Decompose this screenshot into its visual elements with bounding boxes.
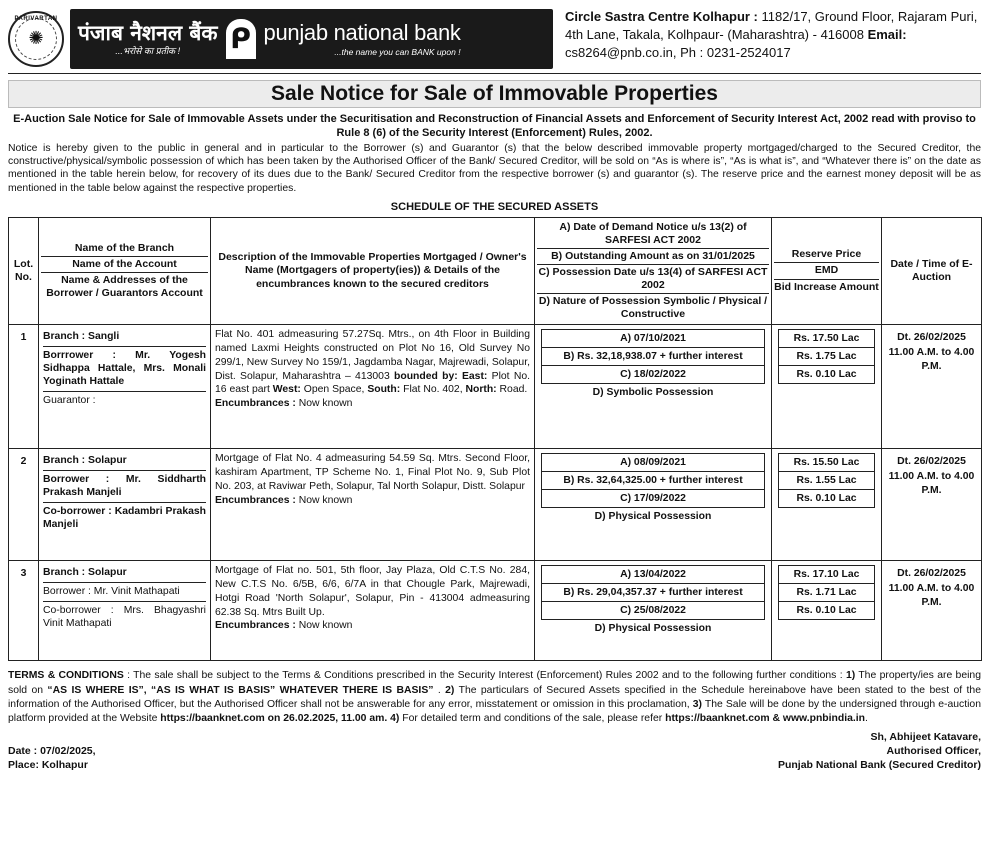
terms-text: : The sale shall be subject to the Terms & Conditions prescribed in the Security Interest (Enforcement) Rules 2002 and to the following further conditions : (123, 670, 846, 682)
lot-number: 2 (9, 449, 39, 561)
auction-time-value: 11.00 A.M. to 4.00 P.M. (888, 582, 975, 608)
logo-hindi (78, 20, 218, 58)
co-borrower-name: Co-borrower : Mrs. Bhagyashri Vinit Mathapati (43, 605, 206, 630)
branch-name: Branch : Solapur (43, 564, 206, 583)
terms-text: The Sale will be done by the undersigned through e-auction platform provided at the Website (8, 698, 981, 724)
table-row (9, 325, 982, 449)
phone-number: , Ph : 0231-2524017 (672, 45, 791, 61)
north-label: North: (465, 384, 497, 396)
property-description (211, 449, 535, 561)
terms-text: For detailed term and conditions of the sale, please refer (399, 712, 666, 724)
auction-time-value: 11.00 A.M. to 4.00 P.M. (888, 346, 975, 372)
co-borrower-name: Co-borrower : Kadambri Prakash Manjeli (43, 506, 206, 531)
terms-text: . (865, 712, 868, 724)
header-account-name: Name of the Account (41, 257, 208, 273)
emd-amount: Rs. 1.75 Lac (778, 347, 875, 365)
table-row (9, 561, 982, 661)
header-bid-increase: Bid Increase Amount (774, 280, 879, 293)
notice-details (535, 561, 772, 661)
terms-and-conditions (8, 669, 981, 725)
term-number: 1) (845, 670, 856, 682)
possession-nature: D) Physical Possession (594, 623, 712, 635)
possession-date: C) 17/09/2022 (541, 489, 765, 508)
terms-label: TERMS & CONDITIONS (8, 670, 124, 682)
email-address[interactable]: cs8264@pnb.co.in (565, 45, 673, 61)
terms-text: . (433, 684, 446, 696)
footer (8, 730, 981, 773)
hindi-tagline: ...भरोसे का प्रतीक ! (115, 46, 181, 56)
header-emd: EMD (774, 263, 879, 279)
schedule-title: SCHEDULE OF THE SECURED ASSETS (390, 200, 599, 213)
auction-time-value: 11.00 A.M. to 4.00 P.M. (888, 470, 975, 496)
borrower-name: Borrower : Mr. Siddharth Prakash Manjeli (43, 471, 206, 503)
auction-website-link[interactable]: https://baanknet.com on 26.02.2025, 11.00 am. (160, 712, 388, 724)
auction-date (882, 449, 982, 561)
date-place (8, 730, 96, 773)
header-auction-date: Date / Time of E-Auction (882, 217, 982, 325)
bid-increase: Rs. 0.10 Lac (778, 365, 875, 384)
parivartan-seal-icon (8, 11, 64, 67)
reserve-price: Rs. 17.10 Lac (778, 565, 875, 583)
lot-number: 1 (9, 325, 39, 449)
notice-details (535, 449, 772, 561)
bounded-north: Road. (496, 384, 528, 396)
address-text: 1182/17, Ground Floor, Rajaram Puri, 4th Lane, Takala, Kolhpaur- (Maharashtra) - 416008 (565, 9, 978, 43)
possession-nature: D) Symbolic Possession (592, 387, 714, 399)
price-details (772, 325, 882, 449)
header-reserve (772, 217, 882, 325)
bid-increase: Rs. 0.10 Lac (778, 601, 875, 620)
seal-text: PARIVARTAN (14, 15, 58, 22)
auction-date-value: Dt. 26/02/2025 (897, 568, 966, 580)
bounded-label: bounded by: East: (394, 370, 488, 382)
table-header-row (9, 217, 982, 325)
guarantor-name: Guarantor : (43, 395, 96, 407)
price-details (772, 561, 882, 661)
header-borrower-address: Name & Addresses of the Borrower / Guarantors Account (46, 274, 203, 300)
demand-notice-date: A) 08/09/2021 (541, 453, 765, 471)
english-bank-name: punjab national bank (263, 20, 461, 46)
west-label: West: (272, 384, 301, 396)
header-lot: Lot. No. (9, 217, 39, 325)
bounded-east: Plot No. 16 east part (215, 370, 530, 396)
header-description: Description of the Immovable Properties Mortgaged / Owner's Name (Mortgagers of property(ies)) & Details of the encumbrances known to the secured creditors (211, 217, 535, 325)
notice-date: Date : 07/02/2025, (8, 744, 96, 757)
borrower-name: Borrrower : Mr. Yogesh Sidhappa Hattale, Mrs. Monali Yoginath Hattale (43, 347, 206, 392)
emd-amount: Rs. 1.55 Lac (778, 471, 875, 489)
header (8, 4, 981, 74)
auction-date-value: Dt. 26/02/2025 (897, 332, 966, 344)
hindi-bank-name: पंजाब नैशनल बैंक (78, 20, 218, 45)
encumbrance-value: Now known (295, 398, 353, 410)
lot-number: 3 (9, 561, 39, 661)
bounded-west: Open Space, (300, 384, 368, 396)
demand-notice-date: A) 13/04/2022 (541, 565, 765, 583)
term-number: 2) (445, 684, 455, 696)
encumbrance-label: Encumbrances : (215, 620, 296, 632)
signatory-designation: Authorised Officer, (886, 744, 981, 757)
possession-date: C) 18/02/2022 (541, 365, 765, 384)
header-outstanding: B) Outstanding Amount as on 31/01/2025 (537, 249, 769, 265)
intro-statement: E-Auction Sale Notice for Sale of Immovable Assets under the Securitisation and Reconstruction of Financial Assets and Enforcement of Security Interest Act, 2002 read with proviso to Rule 8 (6) of the Security Interest (Enforcement) Rules, 2002. (13, 113, 976, 140)
email-label: Email: (867, 27, 907, 43)
address-label: Circle Sastra Centre Kolhapur : (565, 9, 758, 24)
auction-date (882, 561, 982, 661)
pnb-logo (70, 9, 553, 69)
notice-details (535, 325, 772, 449)
description-text: Mortgage of Flat No. 4 admeasuring 54.59 Sq. Mtrs. Second Floor, kashiram Apartment, TP Scheme No. 1, Final Plot No. 9, Sub Plot No. 203, at Raviwar Peth, Solapur, Tal North Solapur, Distt. Solapur (215, 453, 530, 492)
borrower-name: Borrower : Mr. Vinit Mathapati (43, 583, 206, 602)
as-is-clause: “AS IS WHERE IS”, “AS IS WHAT IS BASIS” WHATEVER THERE IS BASIS” (47, 684, 434, 696)
encumbrance-value: Now known (295, 620, 353, 632)
notice-text: Notice is hereby given to the public in general and in particular to the Borrower (s) and Guarantor (s) that the below described immovable property mortgaged/charged to the Secured Creditor, the constructive/physical/symbolic possession of which has been taken by the Authorised Officer of the Bank/ Secured Creditor, will be sold on “As is where is”, “As is what is”, and “Whatever there is” on the date as mentioned in the table herein below, for recovery of its dues due to the Bank/ Secured Creditor from the respective borrower (s) and guarantor (s). The reserve price and the earnest money deposit will be as mentioned in the table below against the respective properties. (8, 142, 981, 194)
term-number: 4) (387, 712, 400, 724)
seal-emblem-icon: ✺ (28, 28, 44, 49)
circle-address (553, 4, 981, 73)
signature-block (778, 730, 981, 773)
branch-cell (39, 449, 211, 561)
terms-text: The property/ies are being sold on (8, 670, 981, 696)
reserve-price: Rs. 15.50 Lac (778, 453, 875, 471)
bid-increase: Rs. 0.10 Lac (778, 489, 875, 508)
header-possession-nature: D) Nature of Possession Symbolic / Physical / Constructive (538, 295, 768, 321)
reference-links[interactable]: https://baanknet.com & www.pnbindia.in (665, 712, 866, 724)
encumbrance-label: Encumbrances : (215, 494, 296, 506)
possession-nature: D) Physical Possession (594, 511, 712, 523)
outstanding-amount: B) Rs. 29,04,357.37 + further interest (541, 583, 765, 601)
header-branch-name: Name of the Branch (41, 241, 208, 257)
header-possession-date: C) Possession Date u/s 13(4) of SARFESI ACT 2002 (537, 265, 769, 294)
bounded-south: Flat No. 402, (400, 384, 466, 396)
signatory-bank: Punjab National Bank (Secured Creditor) (777, 759, 981, 771)
page-title: Sale Notice for Sale of Immovable Properties (8, 80, 981, 108)
pnb-mark-icon: ᑭ (226, 19, 256, 59)
description-text: Flat No. 401 admeasuring 57.27Sq. Mtrs., on 4th Floor in Building named Laxmi Heights constructed on Plot No 16, Old Survey No 299/1, New Survey No 159/1, Jagdamba Nagar, Majrewadi, Solapur, Dist. Solapur, Maharashtra – 413003 (215, 329, 530, 382)
secured-assets-table (8, 217, 982, 662)
price-details (772, 449, 882, 561)
encumbrance-value: Now known (295, 494, 353, 506)
header-branch (39, 217, 211, 325)
south-label: South: (367, 384, 401, 396)
signatory-name: Sh, Abhijeet Katavare, (870, 730, 981, 743)
header-reserve-price: Reserve Price (774, 247, 879, 263)
english-tagline: ...the name you can BANK upon ! (334, 46, 461, 57)
term-number: 3) (692, 698, 702, 710)
branch-name: Branch : Solapur (43, 452, 206, 471)
emd-amount: Rs. 1.71 Lac (778, 583, 875, 601)
possession-date: C) 25/08/2022 (541, 601, 765, 620)
demand-notice-date: A) 07/10/2021 (541, 329, 765, 347)
encumbrance-label: Encumbrances : (215, 398, 296, 410)
notice-place: Place: Kolhapur (8, 758, 88, 771)
terms-text: The particulars of Secured Assets specified in the Schedule hereinabove have been stated to the best of the information of the Authorised Officer, but the Authorised Officer shall not be answerable for any error, misstatement or omission in this proclamation, (8, 684, 981, 710)
property-description (211, 325, 535, 449)
branch-cell (39, 325, 211, 449)
header-demand-notice: A) Date of Demand Notice u/s 13(2) of SARFESI ACT 2002 (537, 220, 769, 249)
reserve-price: Rs. 17.50 Lac (778, 329, 875, 347)
branch-name: Branch : Sangli (43, 328, 206, 347)
table-row (9, 449, 982, 561)
outstanding-amount: B) Rs. 32,18,938.07 + further interest (541, 347, 765, 365)
header-notice (535, 217, 772, 325)
branch-cell (39, 561, 211, 661)
description-text: Mortgage of Flat no. 501, 5th floor, Jay Plaza, Old C.T.S No. 284, New C.T.S No. 6/5B, 6/6, 6/7A in that Chougle Park, Majrewadi, Hotgi Road 'North Solapur', Solapur, Pin - 413004 admeasuring 62.38 Sq. Mtrs Built Up. (215, 565, 530, 618)
outstanding-amount: B) Rs. 32,64,325.00 + further interest (541, 471, 765, 489)
logo-english (264, 19, 461, 57)
brand (8, 4, 553, 73)
property-description (211, 561, 535, 661)
auction-date (882, 325, 982, 449)
auction-date-value: Dt. 26/02/2025 (897, 456, 966, 468)
